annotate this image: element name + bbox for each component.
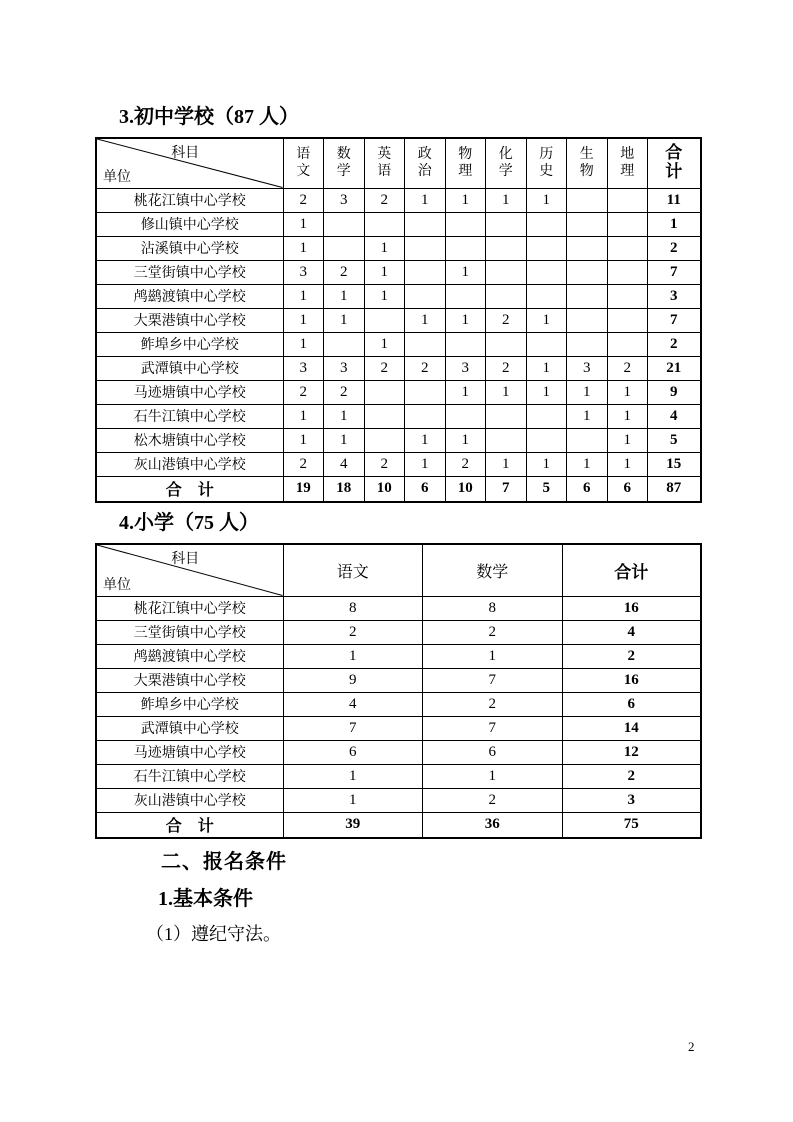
count-cell: 1 [283,788,423,812]
school-name-cell: 大栗港镇中心学校 [96,668,283,692]
school-name-cell: 鲊埠乡中心学校 [96,332,283,356]
condition-item-1: （1）遵纪守法。 [146,924,281,944]
count-cell: 1 [324,284,365,308]
count-cell: 2 [283,188,324,212]
count-cell: 1 [423,644,563,668]
count-cell: 1 [567,452,608,476]
count-cell [526,332,567,356]
count-cell: 3 [283,356,324,380]
count-cell: 2 [486,308,527,332]
row-total-cell: 9 [648,380,701,404]
subject-column-header [423,544,563,596]
count-cell: 1 [526,188,567,212]
count-cell [445,332,486,356]
count-cell: 1 [283,404,324,428]
count-cell: 4 [283,692,423,716]
count-cell: 1 [423,764,563,788]
footer-count-cell: 5 [526,476,567,502]
subject-column-header [283,544,423,596]
count-cell: 1 [607,452,648,476]
count-cell: 1 [405,452,446,476]
count-cell: 3 [567,356,608,380]
count-cell: 1 [607,380,648,404]
row-total-cell: 4 [562,620,701,644]
school-row [96,332,701,356]
footer-count-cell: 36 [423,812,563,838]
grand-total-cell: 87 [648,476,701,502]
footer-count-cell: 10 [445,476,486,502]
school-name-cell: 大栗港镇中心学校 [96,308,283,332]
row-total-cell: 1 [648,212,701,236]
count-cell: 3 [283,260,324,284]
count-cell [607,260,648,284]
count-cell [567,236,608,260]
subject-column-header [567,138,608,188]
count-cell: 1 [405,308,446,332]
count-cell [567,260,608,284]
count-cell: 1 [567,404,608,428]
table-footer-row [96,812,701,838]
row-total-cell: 14 [562,716,701,740]
count-cell [526,284,567,308]
total-header-label: 合计 [665,143,683,182]
count-cell: 3 [445,356,486,380]
subject-column-header [445,138,486,188]
count-cell [567,428,608,452]
count-cell [405,404,446,428]
corner-header-cell [96,544,283,596]
subject-column-header [283,138,324,188]
count-cell: 2 [364,356,405,380]
subject-header-label: 数学 [476,563,509,581]
count-cell [607,236,648,260]
count-cell: 6 [283,740,423,764]
count-cell: 1 [526,308,567,332]
school-row [96,284,701,308]
school-row [96,692,701,716]
subject-header-label: 物理 [458,146,473,180]
count-cell [567,188,608,212]
subject-column-header [364,138,405,188]
row-total-cell: 2 [648,332,701,356]
count-cell: 1 [364,260,405,284]
count-cell: 2 [324,380,365,404]
count-cell [567,212,608,236]
primary-school-allocation-table [95,543,702,839]
school-name-cell: 灰山港镇中心学校 [96,788,283,812]
count-cell [445,212,486,236]
count-cell [445,284,486,308]
subject-header-label: 生物 [579,146,594,180]
row-total-cell: 3 [562,788,701,812]
subject-header-label: 政治 [417,146,432,180]
subject-header-label: 地理 [620,146,635,180]
school-row [96,644,701,668]
school-name-cell: 三堂街镇中心学校 [96,260,283,284]
count-cell [526,428,567,452]
count-cell [486,260,527,284]
footer-count-cell: 10 [364,476,405,502]
school-row [96,620,701,644]
section-4-title: 4.小学（75 人） [119,512,259,534]
school-name-cell: 马迹塘镇中心学校 [96,380,283,404]
count-cell: 1 [364,236,405,260]
subject-column-header [526,138,567,188]
count-cell [607,332,648,356]
count-cell [364,308,405,332]
subject-header-label: 语文 [296,146,311,180]
count-cell: 2 [607,356,648,380]
count-cell: 1 [526,380,567,404]
count-cell: 7 [283,716,423,740]
count-cell [567,332,608,356]
subject-column-header [486,138,527,188]
footer-count-cell: 6 [607,476,648,502]
footer-count-cell: 6 [405,476,446,502]
count-cell [445,404,486,428]
count-cell: 1 [324,308,365,332]
school-row [96,716,701,740]
count-cell [607,212,648,236]
count-cell [526,236,567,260]
count-cell [607,188,648,212]
row-total-cell: 2 [562,764,701,788]
count-cell [486,284,527,308]
count-cell [364,212,405,236]
school-name-cell: 灰山港镇中心学校 [96,452,283,476]
row-total-cell: 16 [562,596,701,620]
count-cell: 8 [423,596,563,620]
row-total-cell: 5 [648,428,701,452]
footer-total-label: 合 计 [96,812,283,838]
school-row [96,212,701,236]
subject-header-label: 历史 [539,146,554,180]
count-cell: 3 [324,188,365,212]
count-cell: 1 [567,380,608,404]
count-cell: 3 [324,356,365,380]
row-total-cell: 4 [648,404,701,428]
table-header-row [96,544,701,596]
school-name-cell: 桃花江镇中心学校 [96,188,283,212]
school-row [96,428,701,452]
subject-header-label: 语文 [336,563,369,581]
corner-label-subject: 科目 [171,552,200,567]
count-cell: 1 [324,428,365,452]
footer-count-cell: 19 [283,476,324,502]
count-cell: 1 [283,236,324,260]
count-cell: 1 [526,452,567,476]
row-total-cell: 6 [562,692,701,716]
school-row [96,356,701,380]
count-cell [364,380,405,404]
footer-count-cell: 39 [283,812,423,838]
school-row [96,188,701,212]
row-total-cell: 7 [648,260,701,284]
corner-label-unit: 单位 [103,169,131,185]
row-total-cell: 2 [562,644,701,668]
corner-header-cell [96,138,283,188]
count-cell: 2 [283,380,324,404]
count-cell: 1 [445,380,486,404]
count-cell: 2 [283,620,423,644]
count-cell [364,428,405,452]
count-cell: 4 [324,452,365,476]
count-cell [486,236,527,260]
school-row [96,788,701,812]
school-name-cell: 鲊埠乡中心学校 [96,692,283,716]
count-cell: 1 [364,332,405,356]
count-cell: 1 [283,332,324,356]
count-cell [486,428,527,452]
school-row [96,308,701,332]
school-row [96,404,701,428]
count-cell: 6 [423,740,563,764]
row-total-cell: 16 [562,668,701,692]
count-cell [486,212,527,236]
count-cell [607,284,648,308]
count-cell: 2 [405,356,446,380]
school-name-cell: 武潭镇中心学校 [96,716,283,740]
school-name-cell: 桃花江镇中心学校 [96,596,283,620]
section-3-title: 3.初中学校（87 人） [119,106,299,128]
count-cell: 1 [445,260,486,284]
section-2-heading: 二、报名条件 [161,851,287,873]
total-column-header [562,544,701,596]
count-cell: 2 [423,620,563,644]
count-cell [567,308,608,332]
count-cell: 1 [283,644,423,668]
count-cell: 1 [445,188,486,212]
school-name-cell: 石牛江镇中心学校 [96,404,283,428]
count-cell: 1 [445,308,486,332]
count-cell [405,212,446,236]
subject-column-header [607,138,648,188]
count-cell: 2 [283,452,324,476]
count-cell [364,404,405,428]
school-name-cell: 修山镇中心学校 [96,212,283,236]
count-cell [405,332,446,356]
grand-total-cell: 75 [562,812,701,838]
school-row [96,668,701,692]
row-total-cell: 7 [648,308,701,332]
subject-column-header [324,138,365,188]
count-cell: 1 [486,452,527,476]
count-cell: 7 [423,716,563,740]
count-cell: 2 [486,356,527,380]
count-cell: 2 [445,452,486,476]
row-total-cell: 21 [648,356,701,380]
row-total-cell: 12 [562,740,701,764]
count-cell: 2 [423,788,563,812]
count-cell [324,236,365,260]
school-row [96,740,701,764]
count-cell [526,404,567,428]
corner-label-unit: 单位 [103,577,131,593]
table-footer-row [96,476,701,502]
footer-count-cell: 6 [567,476,608,502]
school-row [96,596,701,620]
school-row [96,260,701,284]
school-row [96,380,701,404]
count-cell [405,260,446,284]
subject-header-label: 化学 [498,146,513,180]
count-cell: 1 [283,212,324,236]
count-cell [405,284,446,308]
count-cell: 1 [283,428,324,452]
school-row [96,452,701,476]
subject-header-label: 数学 [336,146,351,180]
count-cell: 1 [486,188,527,212]
footer-count-cell: 7 [486,476,527,502]
school-row [96,764,701,788]
row-total-cell: 3 [648,284,701,308]
total-column-header [648,138,701,188]
count-cell [324,332,365,356]
subject-column-header [405,138,446,188]
count-cell [405,380,446,404]
count-cell: 1 [405,428,446,452]
count-cell: 1 [364,284,405,308]
count-cell: 9 [283,668,423,692]
total-header-label: 合计 [614,562,649,582]
count-cell: 1 [607,404,648,428]
count-cell: 1 [526,356,567,380]
school-name-cell: 石牛江镇中心学校 [96,764,283,788]
footer-total-label: 合 计 [96,476,283,502]
basic-conditions-heading: 1.基本条件 [158,888,253,910]
count-cell: 1 [283,764,423,788]
count-cell: 8 [283,596,423,620]
count-cell [405,236,446,260]
corner-label-subject: 科目 [171,146,200,161]
count-cell: 2 [364,188,405,212]
footer-count-cell: 18 [324,476,365,502]
school-name-cell: 武潭镇中心学校 [96,356,283,380]
table-header-row [96,138,701,188]
count-cell: 1 [283,284,324,308]
count-cell [607,308,648,332]
count-cell: 1 [607,428,648,452]
count-cell [567,284,608,308]
count-cell [486,332,527,356]
row-total-cell: 11 [648,188,701,212]
school-name-cell: 马迹塘镇中心学校 [96,740,283,764]
school-name-cell: 三堂街镇中心学校 [96,620,283,644]
school-row [96,236,701,260]
count-cell [526,212,567,236]
count-cell [445,236,486,260]
count-cell [526,260,567,284]
count-cell: 1 [283,308,324,332]
school-name-cell: 松木塘镇中心学校 [96,428,283,452]
school-name-cell: 沾溪镇中心学校 [96,236,283,260]
school-name-cell: 鸬鹚渡镇中心学校 [96,644,283,668]
page-number: 2 [688,1039,695,1054]
count-cell: 1 [486,380,527,404]
subject-header-label: 英语 [377,146,392,180]
count-cell: 7 [423,668,563,692]
row-total-cell: 2 [648,236,701,260]
count-cell: 2 [423,692,563,716]
count-cell: 1 [445,428,486,452]
count-cell: 1 [405,188,446,212]
count-cell: 1 [324,404,365,428]
middle-school-allocation-table [95,137,702,503]
count-cell [486,404,527,428]
count-cell: 2 [364,452,405,476]
count-cell [324,212,365,236]
count-cell: 2 [324,260,365,284]
school-name-cell: 鸬鹚渡镇中心学校 [96,284,283,308]
row-total-cell: 15 [648,452,701,476]
